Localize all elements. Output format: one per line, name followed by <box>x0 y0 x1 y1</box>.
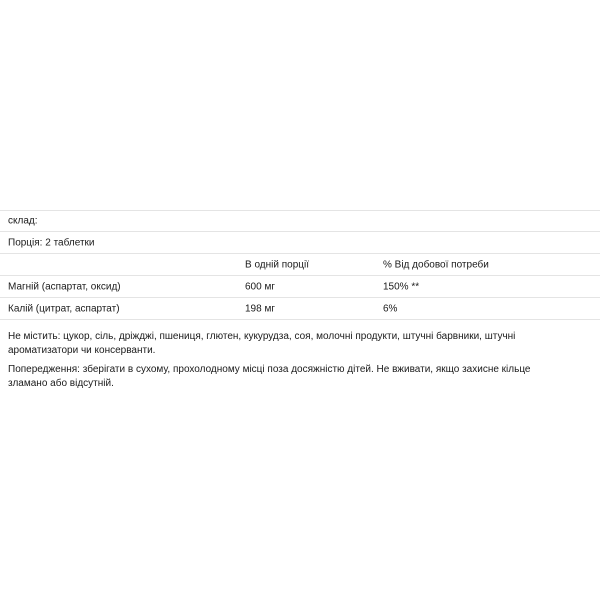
ingredient-name: Калій (цитрат, аспартат) <box>8 303 120 314</box>
ingredient-amount: 600 мг <box>245 281 275 292</box>
composition-heading-row <box>0 210 600 232</box>
warning-note: Попередження: зберігати в сухому, прохолодному місці поза досяжністю дітей. Не вживати, якщо захисне кільце зламано або відсутній. <box>8 364 531 389</box>
column-header-per-serving: В одній порції <box>245 259 309 270</box>
composition-heading: склад: <box>8 215 38 227</box>
composition-table <box>0 210 600 320</box>
serving-row <box>0 232 600 254</box>
ingredient-daily-value: 6% <box>383 303 398 314</box>
table-header-row <box>0 254 600 276</box>
table-row <box>0 276 600 298</box>
serving-size: Порція: 2 таблетки <box>8 237 95 248</box>
ingredient-daily-value: 150% ** <box>383 281 420 292</box>
table-row <box>0 298 600 320</box>
ingredient-name: Магній (аспартат, оксид) <box>8 281 121 292</box>
ingredient-amount: 198 мг <box>245 303 275 314</box>
free-from-note: Не містить: цукор, сіль, дріжджі, пшениця, глютен, кукурудза, соя, молочні продукти, штучні барвники, штучні ароматизатори чи консерванти. <box>8 331 516 356</box>
column-header-daily-value: % Від добової потреби <box>383 259 489 270</box>
